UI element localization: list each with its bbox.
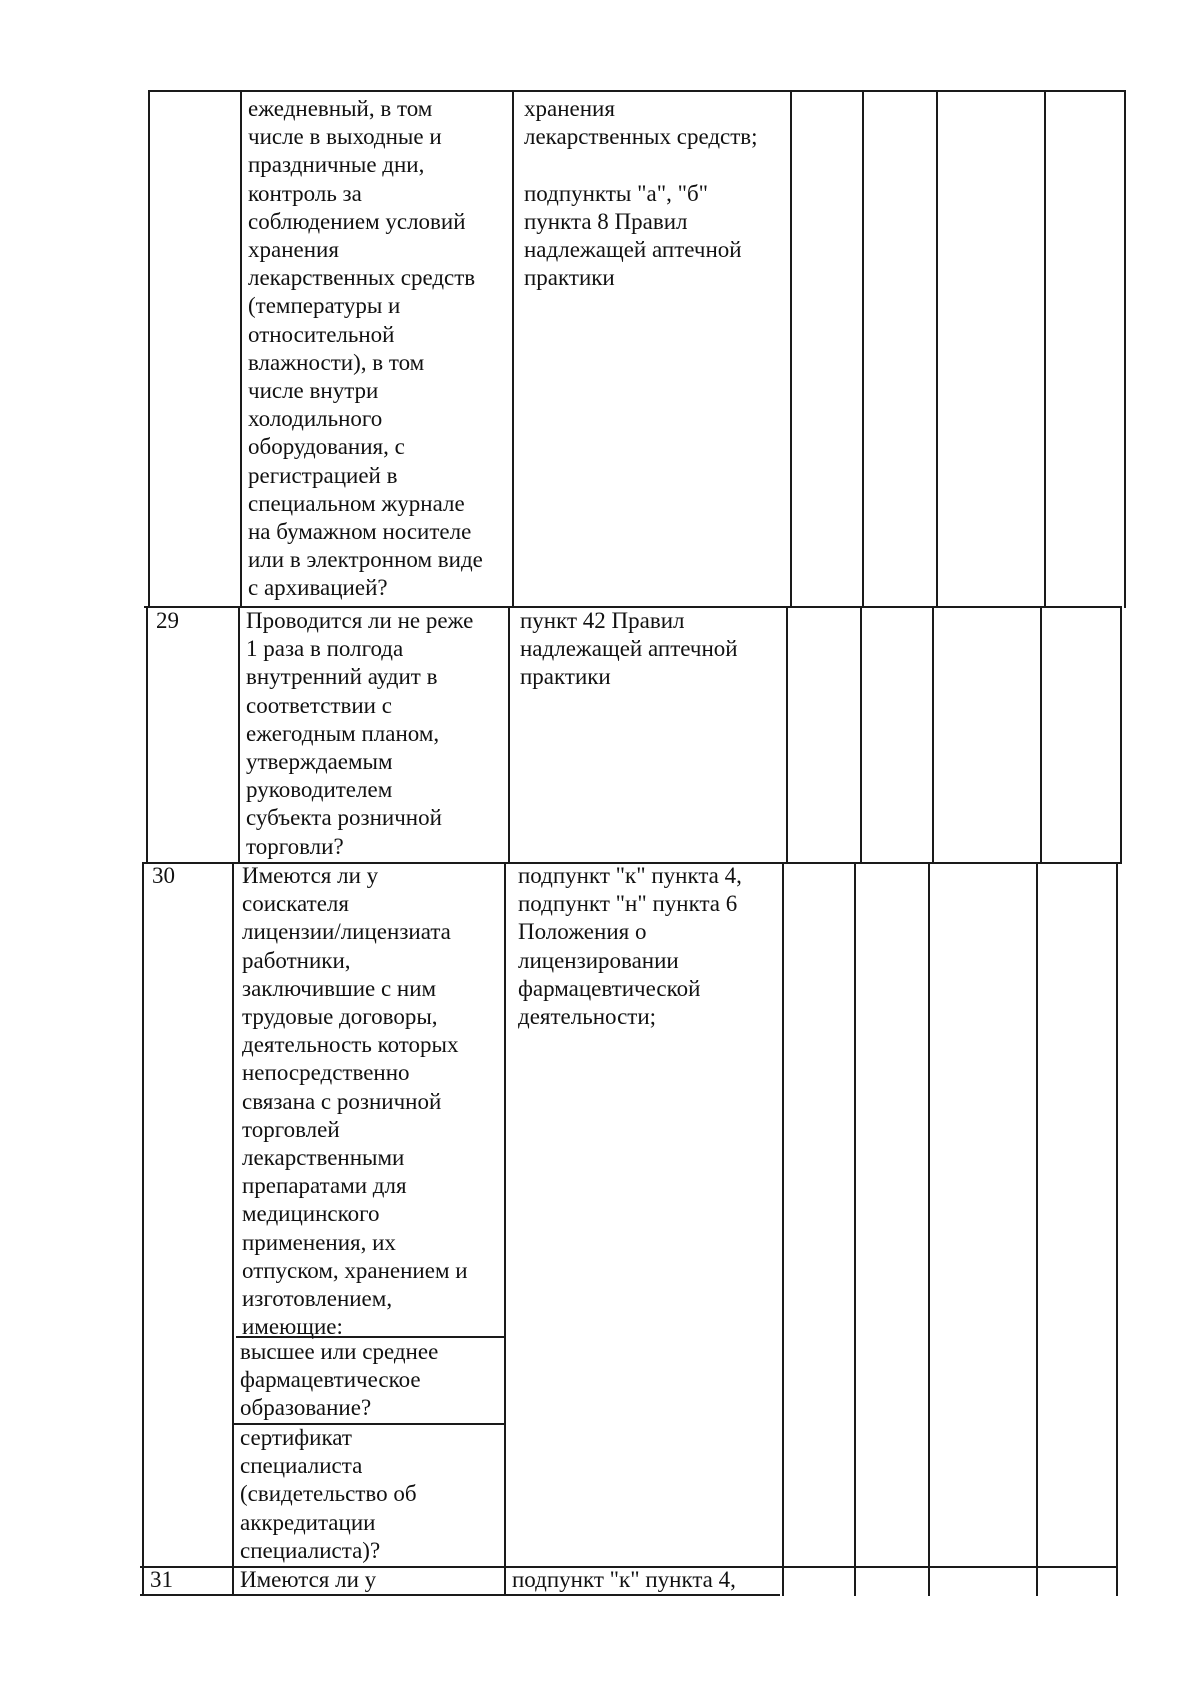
col-border-number — [238, 606, 240, 864]
row29-number: 29 — [156, 608, 179, 633]
row30-number: 30 — [152, 863, 175, 888]
col-border-number — [240, 90, 242, 608]
col-border-left — [148, 90, 150, 608]
col-border-question — [512, 90, 514, 608]
col-border-mark2 — [928, 862, 930, 1596]
col-border-left — [142, 862, 144, 1596]
row29-reference: пункт 42 Правил надлежащей аптечной практики — [520, 608, 738, 690]
col-border-mark3 — [1044, 90, 1046, 608]
col-border-reference — [786, 606, 788, 864]
col-border-right — [1124, 90, 1126, 608]
row29-question: Проводится ли не реже 1 раза в полгода внутренний аудит в соответствии с ежегодным планом, утверждаемым руководителем субъекта розничной торговли? — [246, 608, 474, 859]
col-border-mark1 — [860, 606, 862, 864]
col-border-left — [146, 606, 148, 864]
row30-reference: подпункт "к" пункта 4, подпункт "н" пункта 6 Положения о лицензировании фармацевтической деятельности; — [518, 863, 742, 1030]
col-border-question — [504, 862, 506, 1596]
col-border-right — [1120, 606, 1122, 864]
col-border-mark2 — [936, 90, 938, 608]
col-border-reference — [782, 862, 784, 1596]
col-border-reference — [790, 90, 792, 608]
row28-question: ежедневный, в том числе в выходные и праздничные дни, контроль за соблюдением условий хранения лекарственных средств (температуры и относительной влажности), в том числе внутри холодильного оборудования, с регистрацией в специальном журнале на бумажном носителе или в электронном виде с архивацией? — [248, 96, 483, 601]
col-border-mark1 — [854, 862, 856, 1596]
col-border-question — [508, 606, 510, 864]
row31-number: 31 — [150, 1567, 173, 1592]
table-bottom-border — [140, 1594, 780, 1596]
col-border-mark3 — [1036, 862, 1038, 1596]
col-border-mark1 — [862, 90, 864, 608]
col-border-mark3 — [1040, 606, 1042, 864]
row28-reference: хранения лекарственных средств; подпункты "а", "б" пункта 8 Правил надлежащей аптечной практики — [524, 96, 758, 291]
row30-sub2: сертификат специалиста (свидетельство об аккредитации специалиста)? — [240, 1425, 417, 1563]
row30-sub1: высшее или среднее фармацевтическое образование? — [240, 1339, 439, 1421]
col-border-right — [1116, 862, 1118, 1596]
row30-question: Имеются ли у соискателя лицензии/лицензиата работники, заключившие с ним трудовые договоры, деятельность которых непосредственно связана с розничной торговлей лекарственными препаратами для медицинского применения, их отпуском, хранением и изготовлением, имеющие: — [242, 863, 468, 1340]
col-border-number — [232, 862, 234, 1596]
row31-question: Имеются ли у — [240, 1567, 377, 1592]
table-top-border — [150, 90, 1126, 92]
col-border-mark2 — [932, 606, 934, 864]
row31-reference: подпункт "к" пункта 4, — [512, 1567, 736, 1592]
